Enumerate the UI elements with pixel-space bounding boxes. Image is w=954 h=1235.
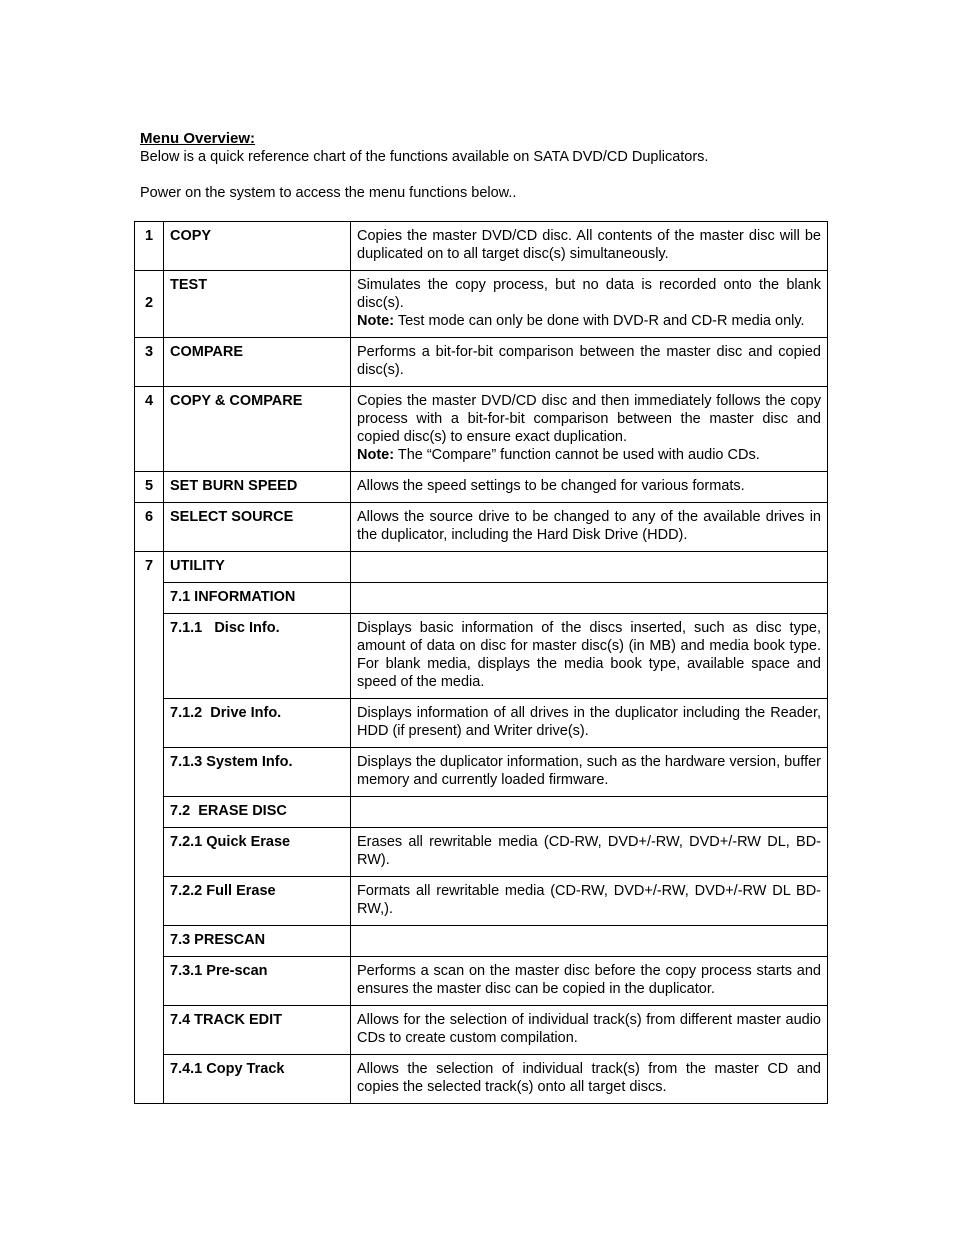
table-row: [135, 271, 828, 338]
menu-function-description: Displays the duplicator information, such as the hardware version, buffer memory and currently loaded firmware.: [351, 748, 828, 797]
menu-function-description: [351, 583, 828, 614]
menu-function-description: Formats all rewritable media (CD-RW, DVD+/-RW, DVD+/-RW DL BD-RW,).: [351, 877, 828, 926]
menu-function-description: Simulates the copy process, but no data is recorded onto the blank disc(s). Note: Test mode can only be done with DVD-R and CD-R media only.: [351, 271, 828, 338]
note-text: The “Compare” function cannot be used with audio CDs.: [397, 447, 760, 463]
menu-function-name: 7.1.3 System Info.: [164, 748, 351, 797]
menu-function-description: Allows the source drive to be changed to any of the available drives in the duplicator, including the Hard Disk Drive (HDD).: [351, 503, 828, 552]
menu-function-description: Performs a scan on the master disc before the copy process starts and ensures the master disc can be copied in the duplicator.: [351, 957, 828, 1006]
row-number: 4: [135, 387, 164, 472]
row-number: 7: [135, 552, 164, 1104]
menu-function-name: 7.3 PRESCAN: [164, 926, 351, 957]
table-row: [135, 222, 828, 271]
row-number: 6: [135, 503, 164, 552]
menu-function-description: [351, 552, 828, 583]
spacer: [140, 166, 830, 184]
row-number: 3: [135, 338, 164, 387]
menu-function-description: Copies the master DVD/CD disc. All contents of the master disc will be duplicated on to all target disc(s) simultaneously.: [351, 222, 828, 271]
note-label: Note:: [357, 313, 395, 329]
table-row: [135, 877, 828, 926]
power-on-text: Power on the system to access the menu functions below..: [140, 185, 517, 201]
menu-function-description: Copies the master DVD/CD disc and then immediately follows the copy process with a bit-for-bit comparison between the master disc and copied disc(s) to ensure exact duplication. Note: The “Compare” function cannot be used with audio CDs.: [351, 387, 828, 472]
table-row: [135, 957, 828, 1006]
table-row: [135, 1055, 828, 1104]
menu-function-description: Displays information of all drives in the duplicator including the Reader, HDD (if present) and Writer drive(s).: [351, 699, 828, 748]
menu-function-name: 7.2.2 Full Erase: [164, 877, 351, 926]
menu-function-description: Allows for the selection of individual track(s) from different master audio CDs to create custom compilation.: [351, 1006, 828, 1055]
table-row: [135, 583, 828, 614]
menu-function-description: [351, 926, 828, 957]
menu-function-name: UTILITY: [164, 552, 351, 583]
table-row: [135, 338, 828, 387]
note-label: Note:: [357, 447, 395, 463]
menu-function-name: TEST: [164, 271, 351, 338]
table-row: [135, 797, 828, 828]
menu-function-name: SELECT SOURCE: [164, 503, 351, 552]
table-row: [135, 828, 828, 877]
page-title: Menu Overview:: [140, 130, 256, 147]
menu-function-name: 7.2 ERASE DISC: [164, 797, 351, 828]
menu-function-name: 7.1 INFORMATION: [164, 583, 351, 614]
intro-text: Below is a quick reference chart of the functions available on SATA DVD/CD Duplicators.: [140, 149, 709, 165]
row-number: 5: [135, 472, 164, 503]
menu-function-description: Allows the selection of individual track(s) from the master CD and copies the selected track(s) onto all target discs.: [351, 1055, 828, 1104]
menu-function-name: 7.3.1 Pre-scan: [164, 957, 351, 1006]
menu-function-description: Allows the speed settings to be changed for various formats.: [351, 472, 828, 503]
menu-function-description: Performs a bit-for-bit comparison between the master disc and copied disc(s).: [351, 338, 828, 387]
menu-function-name: 7.2.1 Quick Erase: [164, 828, 351, 877]
menu-function-name: 7.4.1 Copy Track: [164, 1055, 351, 1104]
row-number: 1: [135, 222, 164, 271]
intro-section: [140, 130, 830, 202]
menu-function-name: 7.1.1 Disc Info.: [164, 614, 351, 699]
menu-function-description: Displays basic information of the discs inserted, such as disc type, amount of data on disc for master disc(s) (in MB) and media book type. For blank media, displays the media book type, available space and speed of the media.: [351, 614, 828, 699]
table-row: [135, 503, 828, 552]
table-row: [135, 387, 828, 472]
menu-function-name: 7.4 TRACK EDIT: [164, 1006, 351, 1055]
note-text: Test mode can only be done with DVD-R and CD-R media only.: [397, 313, 805, 329]
menu-function-name: COPY: [164, 222, 351, 271]
table-row: [135, 748, 828, 797]
row-number: 2: [135, 271, 164, 338]
table-row: [135, 552, 828, 583]
table-row: [135, 1006, 828, 1055]
table-row: [135, 699, 828, 748]
menu-reference-table: [134, 221, 828, 1104]
menu-function-description: [351, 797, 828, 828]
table-row: [135, 472, 828, 503]
menu-function-description: Erases all rewritable media (CD-RW, DVD+/-RW, DVD+/-RW DL, BD-RW).: [351, 828, 828, 877]
menu-function-name: COMPARE: [164, 338, 351, 387]
menu-function-name: COPY & COMPARE: [164, 387, 351, 472]
table-row: [135, 926, 828, 957]
menu-function-name: SET BURN SPEED: [164, 472, 351, 503]
table-row: [135, 614, 828, 699]
menu-function-name: 7.1.2 Drive Info.: [164, 699, 351, 748]
